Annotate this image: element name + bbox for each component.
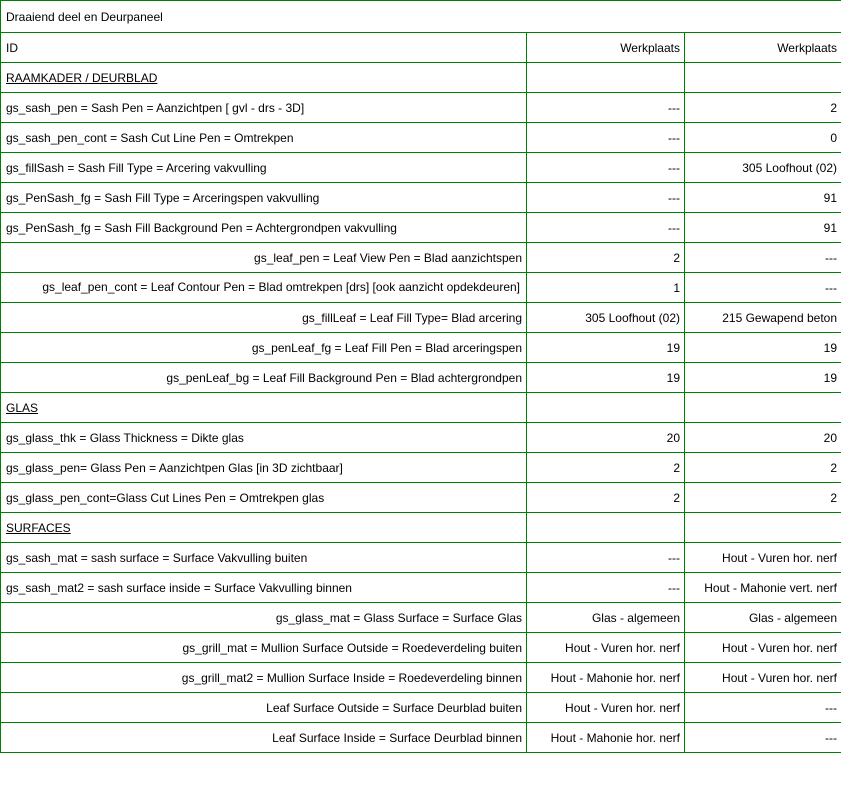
werkplaats-2-value: 19 (685, 363, 841, 393)
werkplaats-2-value: 305 Loofhout (02) (685, 153, 841, 183)
werkplaats-2-value: --- (685, 243, 841, 273)
table-row (1, 213, 841, 243)
table-row (1, 273, 841, 303)
werkplaats-2-value: 0 (685, 123, 841, 153)
werkplaats-2-value (685, 513, 841, 543)
werkplaats-1-value: Glas - algemeen (527, 603, 685, 633)
werkplaats-1-value: --- (527, 153, 685, 183)
werkplaats-2-value: 91 (685, 183, 841, 213)
table-row (1, 693, 841, 723)
werkplaats-2-value: 2 (685, 483, 841, 513)
werkplaats-1-value (527, 393, 685, 423)
parameter-label: gs_PenSash_fg = Sash Fill Background Pen = Achtergrondpen vakvulling (1, 213, 527, 243)
werkplaats-1-value: --- (527, 93, 685, 123)
werkplaats-2-value: Hout - Vuren hor. nerf (685, 633, 841, 663)
section-heading: RAAMKADER / DEURBLAD (1, 63, 527, 93)
werkplaats-2-value: Glas - algemeen (685, 603, 841, 633)
werkplaats-1-value (527, 63, 685, 93)
werkplaats-2-value: Hout - Mahonie vert. nerf (685, 573, 841, 603)
werkplaats-1-value: Hout - Mahonie hor. nerf (527, 663, 685, 693)
table-row (1, 573, 841, 603)
parameter-label: gs_sash_pen_cont = Sash Cut Line Pen = Omtrekpen (1, 123, 527, 153)
header-werkplaats-1: Werkplaats (527, 33, 685, 63)
werkplaats-1-value: 2 (527, 243, 685, 273)
werkplaats-1-value: 2 (527, 483, 685, 513)
table-row (1, 243, 841, 273)
werkplaats-2-value: 91 (685, 213, 841, 243)
table-row (1, 123, 841, 153)
parameter-label: gs_sash_mat2 = sash surface inside = Surface Vakvulling binnen (1, 573, 527, 603)
parameter-label: gs_grill_mat2 = Mullion Surface Inside = Roedeverdeling binnen (1, 663, 527, 693)
table-row (1, 333, 841, 363)
table-row (1, 363, 841, 393)
parameter-label: gs_penLeaf_fg = Leaf Fill Pen = Blad arceringspen (1, 333, 527, 363)
werkplaats-1-value: --- (527, 183, 685, 213)
table-body (1, 1, 841, 753)
table-row (1, 603, 841, 633)
table-row (1, 303, 841, 333)
werkplaats-1-value: 1 (527, 273, 685, 303)
section-heading: SURFACES (1, 513, 527, 543)
parameter-label: gs_glass_pen= Glass Pen = Aanzichtpen Glas [in 3D zichtbaar] (1, 453, 527, 483)
table-row (1, 543, 841, 573)
werkplaats-1-value (527, 513, 685, 543)
werkplaats-2-value: 2 (685, 93, 841, 123)
table-row (1, 723, 841, 753)
parameter-label: gs_sash_pen = Sash Pen = Aanzichtpen [ gvl - drs - 3D] (1, 93, 527, 123)
werkplaats-1-value: --- (527, 123, 685, 153)
werkplaats-2-value: 215 Gewapend beton (685, 303, 841, 333)
parameter-label: Leaf Surface Inside = Surface Deurblad binnen (1, 723, 527, 753)
header-id: ID (1, 33, 527, 63)
werkplaats-2-value: --- (685, 273, 841, 303)
parameter-label: gs_leaf_pen_cont = Leaf Contour Pen = Blad omtrekpen [drs] [ook aanzicht opdekdeuren] (1, 273, 527, 303)
table-row (1, 153, 841, 183)
werkplaats-2-value: 20 (685, 423, 841, 453)
section-row (1, 513, 841, 543)
parameter-label: gs_fillSash = Sash Fill Type = Arcering vakvulling (1, 153, 527, 183)
table-row (1, 423, 841, 453)
werkplaats-2-value: 2 (685, 453, 841, 483)
parameter-label: gs_penLeaf_bg = Leaf Fill Background Pen = Blad achtergrondpen (1, 363, 527, 393)
werkplaats-1-value: 2 (527, 453, 685, 483)
parameter-label: gs_fillLeaf = Leaf Fill Type= Blad arcering (1, 303, 527, 333)
parameter-label: gs_sash_mat = sash surface = Surface Vakvulling buiten (1, 543, 527, 573)
table-row (1, 183, 841, 213)
werkplaats-2-value: 19 (685, 333, 841, 363)
header-row (1, 33, 841, 63)
werkplaats-2-value (685, 63, 841, 93)
werkplaats-1-value: 20 (527, 423, 685, 453)
parameter-label: Leaf Surface Outside = Surface Deurblad buiten (1, 693, 527, 723)
werkplaats-1-value: --- (527, 543, 685, 573)
parameter-label: gs_leaf_pen = Leaf View Pen = Blad aanzichtspen (1, 243, 527, 273)
werkplaats-1-value: Hout - Mahonie hor. nerf (527, 723, 685, 753)
title-row (1, 1, 841, 33)
werkplaats-1-value: Hout - Vuren hor. nerf (527, 693, 685, 723)
werkplaats-2-value (685, 393, 841, 423)
werkplaats-2-value: Hout - Vuren hor. nerf (685, 663, 841, 693)
parameter-label: gs_PenSash_fg = Sash Fill Type = Arceringspen vakvulling (1, 183, 527, 213)
parameter-label: gs_glass_thk = Glass Thickness = Dikte glas (1, 423, 527, 453)
parameter-label: gs_glass_mat = Glass Surface = Surface Glas (1, 603, 527, 633)
table-row (1, 453, 841, 483)
table-row (1, 633, 841, 663)
table-title: Draaiend deel en Deurpaneel (1, 1, 841, 33)
table-row (1, 483, 841, 513)
werkplaats-2-value: --- (685, 723, 841, 753)
werkplaats-1-value: Hout - Vuren hor. nerf (527, 633, 685, 663)
werkplaats-2-value: Hout - Vuren hor. nerf (685, 543, 841, 573)
werkplaats-1-value: 305 Loofhout (02) (527, 303, 685, 333)
werkplaats-1-value: 19 (527, 363, 685, 393)
werkplaats-1-value: 19 (527, 333, 685, 363)
section-row (1, 393, 841, 423)
werkplaats-1-value: --- (527, 573, 685, 603)
section-row (1, 63, 841, 93)
table-row (1, 663, 841, 693)
header-werkplaats-2: Werkplaats (685, 33, 841, 63)
table-row (1, 93, 841, 123)
section-heading: GLAS (1, 393, 527, 423)
parameter-label: gs_grill_mat = Mullion Surface Outside = Roedeverdeling buiten (1, 633, 527, 663)
werkplaats-1-value: --- (527, 213, 685, 243)
werkplaats-2-value: --- (685, 693, 841, 723)
parameter-label: gs_glass_pen_cont=Glass Cut Lines Pen = Omtrekpen glas (1, 483, 527, 513)
